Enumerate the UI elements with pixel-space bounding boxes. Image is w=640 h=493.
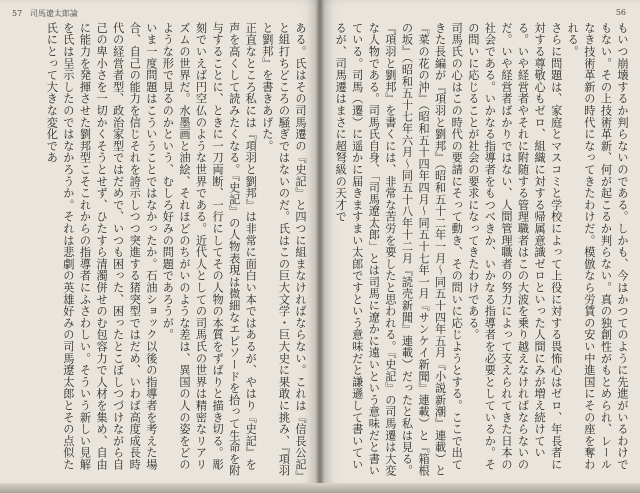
paragraph: ある。氏はその司馬遷の『史記』と四つに組まなければならない。これは『信長公記』と組打ちどころの騒ぎではないのだ。氏はこの巨大文学・巨大史に果敢に挑み、『項羽と劉邦』を書きあげた。 xyxy=(260,22,307,477)
right-page-number: 56 xyxy=(615,8,626,17)
left-page-body xyxy=(10,22,308,477)
paragraph: もいつ崩壊するか判らないのである。しかも、今はかつてのように先進がいるわけでもない。その上技術革新、何が起こるか判らない。真の独創性がもとめられ、レールなき技術革新の時代になってきたわけだ。模倣なら労賃の安い中進国にその座を奪われる。 xyxy=(566,22,629,471)
paragraph: さらに問題は、家庭とマスコミと学校によって上役に対する畏怖心はゼロ、年長者に対する尊敬心もゼロ、組織に対する帰属意識ゼロといった人間にみが増え続けている。いや経営者やそれに附随する管理職者はこの大波を乗り越えなければならないのだ。いや経営者ばかりではない、人間管理職者の努力によって支えられてきた日本の社会である。いかなる指導者をもつべきか、いかなる指導者を必要としているか。その問いに応じることが社会の要求になってきたわけである。 xyxy=(466,22,563,471)
right-page-body xyxy=(334,22,630,477)
left-page-header xyxy=(12,8,78,19)
left-page xyxy=(0,0,318,493)
page-edge xyxy=(0,483,640,493)
paragraph: 『項羽と劉邦』を書くには、非常な苦労を要したと思われる。『史記』の司馬遷は大変な人物である。司馬氏自身、「司馬遼太郎」とは司馬に遼かに遠いという意味だと書いている。司馬（遷）に遥かに届きますまい太郎ですという意味だと謙遜して書いているが、司馬遷はまさに超弩級の天才で xyxy=(334,22,397,477)
book-gutter xyxy=(316,0,324,493)
paragraph: 司馬氏の心はこの時代の要請にそって動き、その問いに応じようとする。ここで出てきた長編が『項羽と劉邦』（昭和五十二年一月～同五十四年五月『小説新潮』連載）と『菜の花の沖』（昭和五十四年四月～同五十七年一月『サンケイ新聞』連載）と『箱根の坂』（昭和五十七年六月～同五十八年十二月『読売新聞』連載）だったと私は見る。 xyxy=(400,22,464,477)
paragraph: 正直なところ私には『項羽と劉邦』は非常に面白い本ではあるが、やはり『史記』を声を高くして読みたくなる。『史記』の人物表現は微細なエピソードを拾って生命を附与することに、ときに一刀両断、一行にしてその人物の本質をずばりと描き切る。彫刻でいえば円空仏のような世界である。近代人としての司馬氏の世界は精密なリアリズムの世界だ。水墨画と油絵、それほどのちがいのような差は、異国の人の姿をどのような形で見るのかという、むしろ好みの問題であろうが。 xyxy=(161,22,258,477)
left-page-number: 57 xyxy=(12,9,23,18)
right-page xyxy=(322,0,640,493)
running-title: 司馬遼太郎論 xyxy=(29,9,78,18)
right-page-header xyxy=(616,8,626,17)
paragraph: いま一度問題はこういうことではなかったか。石油ショック以後の指導者を考えた場合、自己の能力を信じそれを誇示しつつ突進する猪突型ではだめ、いわば高度成長時代の経営者型、政治家型ではだめで、いつも困った、困ったとこぼしつづけながら自己の卑小さを一切かくそうとせず、ひたすら清濁併せのむ包容力で人材を集め、自由に能力を発揮させた劉邦型こそこれからの指導者にふさわしい。そういう新しい見解を氏は呈示したのではなかろうか。それは悲劇の英雄好みの司馬遼太郎とその点似た氏にとって大きな変化であ xyxy=(45,22,158,471)
